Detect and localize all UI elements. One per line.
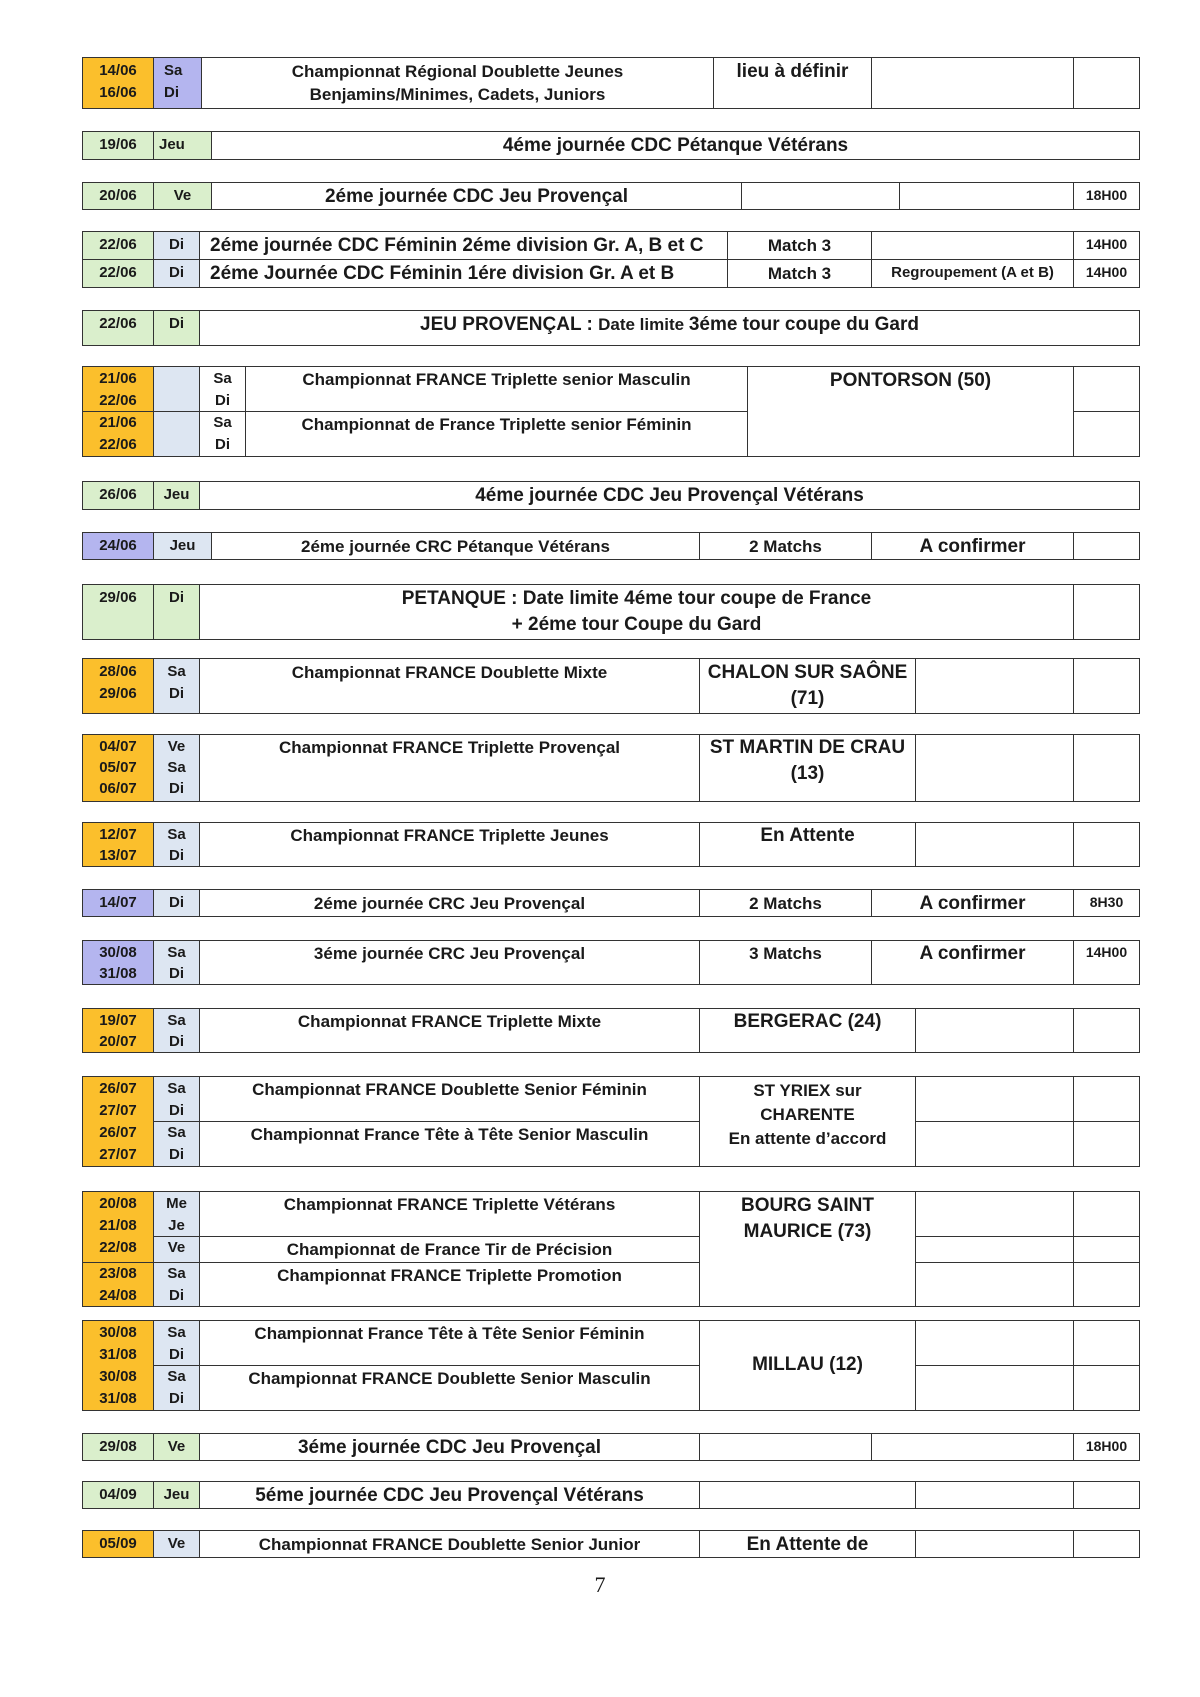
date: 12/07 bbox=[99, 826, 137, 843]
date: 14/06 bbox=[99, 62, 137, 79]
event-cell bbox=[199, 482, 1139, 509]
date: 22/06 bbox=[99, 236, 137, 253]
event-cell bbox=[211, 132, 1139, 159]
day: Di bbox=[169, 1390, 184, 1407]
event-title: 5éme journée CDC Jeu Provençal Vétérans bbox=[255, 1485, 644, 1506]
event-title: Championnat de France Tir de Précision bbox=[286, 1240, 613, 1259]
event-title: Championnat FRANCE Triplette senior Masculin bbox=[302, 370, 691, 389]
day-cell bbox=[153, 1531, 199, 1557]
date: 19/06 bbox=[99, 136, 137, 153]
date: 20/08 bbox=[99, 1195, 137, 1212]
event-title: 4éme journée CDC Pétanque Vétérans bbox=[502, 135, 849, 156]
event-title: 2éme journée CRC Pétanque Vétérans bbox=[301, 537, 610, 556]
date: 06/07 bbox=[99, 780, 137, 797]
venue: PONTORSON (50) bbox=[829, 370, 992, 391]
date: 04/09 bbox=[99, 1486, 137, 1503]
date: 16/06 bbox=[99, 84, 137, 101]
event-title: Championnat FRANCE Triplette Jeunes bbox=[290, 826, 609, 845]
day: Sa bbox=[167, 663, 186, 680]
event-row bbox=[82, 734, 1140, 802]
empty-cell bbox=[915, 1482, 1073, 1508]
empty-cell bbox=[915, 659, 1073, 713]
date: 22/06 bbox=[99, 436, 137, 453]
time: 14H00 bbox=[1085, 236, 1128, 252]
day-cell bbox=[153, 482, 199, 509]
day-cell bbox=[153, 58, 201, 108]
day: Sa bbox=[167, 1265, 186, 1282]
date-cell bbox=[83, 659, 153, 713]
day: Di bbox=[169, 847, 184, 864]
day: Sa bbox=[167, 1080, 186, 1097]
empty-cell bbox=[1073, 533, 1139, 559]
venue: BOURG SAINT bbox=[741, 1195, 874, 1216]
venue: lieu à définir bbox=[736, 61, 849, 82]
event-cell bbox=[199, 585, 1073, 639]
event-subtitle: + 2éme tour Coupe du Gard bbox=[511, 614, 762, 635]
day: Sa bbox=[167, 944, 186, 961]
date-cell bbox=[83, 482, 153, 509]
time: 18H00 bbox=[1085, 187, 1128, 203]
event-title: 2éme journée CDC Féminin 2éme division Gr. A, B et C bbox=[210, 235, 704, 256]
match-cell bbox=[699, 533, 871, 559]
date: 31/08 bbox=[99, 1390, 137, 1407]
event-cell bbox=[211, 533, 699, 559]
date: 26/07 bbox=[99, 1124, 137, 1141]
time-cell bbox=[1073, 1434, 1139, 1460]
date: 30/08 bbox=[99, 1368, 137, 1385]
empty-cell bbox=[1073, 735, 1139, 801]
event-cell bbox=[199, 659, 699, 713]
empty-cell bbox=[1073, 659, 1139, 713]
day-cell bbox=[153, 1482, 199, 1508]
event-cell bbox=[199, 823, 699, 866]
venue: MAURICE (73) bbox=[743, 1221, 872, 1242]
status: A confirmer bbox=[919, 893, 1026, 914]
event-row bbox=[82, 57, 1140, 109]
venue: (71) bbox=[790, 688, 825, 709]
event-row bbox=[82, 1008, 1140, 1053]
event-title: 3éme tour coupe du Gard bbox=[688, 314, 919, 335]
day: Jeu bbox=[163, 1486, 190, 1503]
date: 19/07 bbox=[99, 1012, 137, 1029]
day-cell bbox=[153, 1009, 199, 1052]
empty-cell bbox=[871, 58, 1073, 108]
date-cell bbox=[83, 533, 153, 559]
time: 8H30 bbox=[1089, 894, 1124, 910]
date: 27/07 bbox=[99, 1102, 137, 1119]
date-cell bbox=[83, 735, 153, 801]
day: Sa bbox=[167, 1012, 186, 1029]
day-cell bbox=[153, 311, 199, 345]
venue-cell bbox=[699, 1077, 915, 1166]
date: 21/08 bbox=[99, 1217, 137, 1234]
event-row bbox=[82, 366, 1140, 457]
date-cell bbox=[83, 1434, 153, 1460]
day-cell bbox=[153, 132, 211, 159]
date: 20/06 bbox=[99, 187, 137, 204]
empty-cell bbox=[1073, 1482, 1139, 1508]
date: 23/08 bbox=[99, 1265, 137, 1282]
date: 26/07 bbox=[99, 1080, 137, 1097]
empty-cell bbox=[1073, 585, 1139, 639]
venue: ST MARTIN DE CRAU bbox=[709, 737, 906, 758]
day: Di bbox=[169, 1346, 184, 1363]
empty-cell bbox=[1073, 1531, 1139, 1557]
venue: En Attente bbox=[760, 825, 855, 846]
day: Ve bbox=[167, 738, 186, 755]
day: Sa bbox=[167, 1368, 186, 1385]
event-title: Championnat France Tête à Tête Senior Féminin bbox=[254, 1324, 645, 1343]
date: 24/06 bbox=[99, 537, 137, 554]
venue: (13) bbox=[790, 763, 825, 784]
day: Ve bbox=[167, 1239, 186, 1256]
empty-cell bbox=[899, 183, 1073, 209]
status: A confirmer bbox=[919, 943, 1026, 964]
day: Sa bbox=[213, 414, 232, 431]
date-cell bbox=[83, 585, 153, 639]
time: 14H00 bbox=[1085, 264, 1128, 280]
match: Match 3 bbox=[767, 264, 832, 283]
empty-cell bbox=[915, 1192, 1073, 1306]
event-title: Championnat FRANCE Triplette Vétérans bbox=[283, 1195, 616, 1214]
event-title: Championnat de France Triplette senior Féminin bbox=[301, 415, 692, 434]
date-cell bbox=[83, 132, 153, 159]
day: Di bbox=[169, 965, 184, 982]
venue-cell bbox=[747, 367, 1073, 456]
date-cell bbox=[83, 1009, 153, 1052]
day: Di bbox=[169, 315, 184, 332]
date: 20/07 bbox=[99, 1033, 137, 1050]
event-row bbox=[82, 1320, 1140, 1411]
empty-cell bbox=[741, 183, 899, 209]
note: Regroupement (A et B) bbox=[891, 264, 1054, 281]
event-row bbox=[82, 131, 1140, 160]
venue: ST YRIEX sur bbox=[753, 1081, 862, 1100]
day: Sa bbox=[213, 370, 232, 387]
day-cell bbox=[153, 585, 199, 639]
page-number: 7 bbox=[594, 1572, 606, 1597]
empty-cell bbox=[915, 1009, 1073, 1052]
event-title: 3éme journée CRC Jeu Provençal bbox=[313, 944, 586, 963]
event-cell bbox=[199, 1192, 699, 1306]
date: 14/07 bbox=[99, 894, 137, 911]
date-cell bbox=[83, 890, 153, 916]
day: Di bbox=[169, 685, 184, 702]
empty-cell bbox=[871, 1434, 1073, 1460]
event-row bbox=[82, 940, 1140, 985]
event-title: Championnat FRANCE Doublette Senior Féminin bbox=[252, 1080, 647, 1099]
event-cell bbox=[211, 183, 741, 209]
empty-cell bbox=[1073, 1009, 1139, 1052]
time-cell bbox=[1073, 890, 1139, 916]
date-cell bbox=[83, 1192, 153, 1306]
event-row bbox=[82, 1076, 1140, 1167]
time-cell bbox=[1073, 183, 1139, 209]
empty-cell bbox=[915, 823, 1073, 866]
status: A confirmer bbox=[919, 536, 1026, 557]
event-title: 3éme journée CDC Jeu Provençal bbox=[297, 1437, 602, 1458]
venue-cell bbox=[699, 1531, 915, 1557]
venue: En Attente de bbox=[746, 1534, 869, 1555]
date: 31/08 bbox=[99, 1346, 137, 1363]
date: 30/08 bbox=[99, 1324, 137, 1341]
event-row bbox=[82, 182, 1140, 210]
date: 26/06 bbox=[99, 486, 137, 503]
section-label: JEU PROVENÇAL : bbox=[420, 314, 599, 335]
match: 2 Matchs bbox=[749, 537, 822, 556]
event-title: Championnat FRANCE Doublette Senior Masculin bbox=[248, 1369, 651, 1388]
event-title: 2éme journée CRC Jeu Provençal bbox=[313, 894, 586, 913]
date: 29/06 bbox=[99, 685, 137, 702]
day-cell bbox=[153, 659, 199, 713]
day: Di bbox=[169, 1146, 184, 1163]
event-row bbox=[82, 231, 1140, 288]
label: Date limite bbox=[598, 315, 689, 334]
status-cell bbox=[871, 941, 1073, 984]
event-row bbox=[82, 532, 1140, 560]
status-cell bbox=[871, 533, 1073, 559]
event-cell bbox=[199, 1434, 699, 1460]
event-title: 4éme journée CDC Jeu Provençal Vétérans bbox=[475, 485, 864, 506]
date-cell bbox=[83, 1482, 153, 1508]
event-subtitle: Benjamins/Minimes, Cadets, Juniors bbox=[309, 85, 606, 104]
day: Di bbox=[215, 436, 230, 453]
event-row bbox=[82, 889, 1140, 917]
event-title: 2éme journée CDC Jeu Provençal bbox=[324, 186, 629, 207]
day: Di bbox=[169, 264, 184, 281]
day-cell bbox=[153, 1434, 199, 1460]
empty-cell bbox=[1073, 1192, 1139, 1306]
event-title: Championnat FRANCE Triplette Provençal bbox=[279, 738, 620, 757]
date: 27/07 bbox=[99, 1146, 137, 1163]
time: 18H00 bbox=[1085, 1438, 1128, 1454]
empty-cell bbox=[699, 1482, 915, 1508]
match: 2 Matchs bbox=[749, 894, 822, 913]
date: 13/07 bbox=[99, 847, 137, 864]
event-title: Championnat Régional Doublette Jeunes bbox=[291, 62, 624, 81]
date: 29/08 bbox=[99, 1438, 137, 1455]
event-title: 2éme Journée CDC Féminin 1ére division Gr. A et B bbox=[210, 263, 675, 284]
event-row bbox=[82, 1433, 1140, 1461]
status-cell bbox=[871, 890, 1073, 916]
match: 3 Matchs bbox=[749, 944, 822, 963]
date: 30/08 bbox=[99, 944, 137, 961]
date: 24/08 bbox=[99, 1287, 137, 1304]
date: 28/06 bbox=[99, 663, 137, 680]
day: Ve bbox=[167, 1438, 186, 1455]
event-title: PETANQUE : Date limite 4éme tour coupe de France bbox=[401, 588, 872, 609]
time: 14H00 bbox=[1085, 944, 1128, 960]
event-cell bbox=[199, 1482, 699, 1508]
day-cell bbox=[153, 823, 199, 866]
empty-cell bbox=[915, 1531, 1073, 1557]
venue-cell bbox=[699, 735, 915, 801]
day: Sa bbox=[167, 1124, 186, 1141]
day: Jeu bbox=[163, 486, 190, 503]
day: Sa bbox=[167, 826, 186, 843]
day: Di bbox=[169, 236, 184, 253]
match: Match 3 bbox=[767, 236, 832, 255]
day: Ve bbox=[173, 187, 192, 204]
venue: BERGERAC (24) bbox=[733, 1011, 882, 1032]
day: Di bbox=[215, 392, 230, 409]
match-cell bbox=[699, 890, 871, 916]
date: 22/06 bbox=[99, 264, 137, 281]
date: 22/06 bbox=[99, 315, 137, 332]
venue: CHALON SUR SAÔNE bbox=[707, 662, 908, 683]
event-cell bbox=[199, 1531, 699, 1557]
venue-cell bbox=[699, 823, 915, 866]
date-cell bbox=[83, 1531, 153, 1557]
date: 04/07 bbox=[99, 738, 137, 755]
date-cell bbox=[83, 58, 153, 108]
event-title: Championnat FRANCE Triplette Promotion bbox=[277, 1266, 622, 1285]
empty-cell bbox=[915, 735, 1073, 801]
date-cell bbox=[83, 311, 153, 345]
day-cell bbox=[153, 941, 199, 984]
event-cell bbox=[199, 735, 699, 801]
event-cell bbox=[199, 1009, 699, 1052]
event-row bbox=[82, 658, 1140, 714]
match-cell bbox=[699, 941, 871, 984]
event-row bbox=[82, 822, 1140, 867]
day: Jeu bbox=[169, 537, 196, 554]
date: 31/08 bbox=[99, 965, 137, 982]
event-row bbox=[82, 310, 1140, 346]
date-cell bbox=[83, 941, 153, 984]
date-cell bbox=[83, 183, 153, 209]
event-row bbox=[82, 1191, 1140, 1307]
date: 22/08 bbox=[99, 1239, 137, 1256]
venue-cell bbox=[713, 58, 871, 108]
date: 05/09 bbox=[99, 1535, 137, 1552]
event-row bbox=[82, 481, 1140, 510]
day: Di bbox=[169, 780, 184, 797]
day: Sa bbox=[167, 759, 186, 776]
date: 21/06 bbox=[99, 414, 137, 431]
day-cell bbox=[153, 533, 211, 559]
event-title: Championnat FRANCE Doublette Senior Junior bbox=[258, 1535, 641, 1554]
day: Di bbox=[169, 894, 184, 911]
venue-note: En attente d’accord bbox=[728, 1129, 887, 1148]
day: Ve bbox=[167, 1535, 186, 1552]
date: 29/06 bbox=[99, 589, 137, 606]
day-cell bbox=[153, 890, 199, 916]
event-title: Championnat FRANCE Triplette Mixte bbox=[297, 1012, 602, 1031]
day: Di bbox=[164, 84, 179, 101]
day-cell bbox=[153, 1192, 199, 1306]
date: 21/06 bbox=[99, 370, 137, 387]
day: Sa bbox=[164, 62, 183, 79]
event-title: Championnat FRANCE Doublette Mixte bbox=[291, 663, 608, 682]
day-cell bbox=[153, 183, 211, 209]
day-cell bbox=[153, 735, 199, 801]
day: Jeu bbox=[159, 136, 185, 153]
event-row bbox=[82, 584, 1140, 640]
event-cell bbox=[199, 890, 699, 916]
event-cell bbox=[199, 311, 1139, 345]
event-title: Championnat France Tête à Tête Senior Masculin bbox=[250, 1125, 649, 1144]
empty-cell bbox=[1073, 823, 1139, 866]
day: Di bbox=[169, 1102, 184, 1119]
event-row bbox=[82, 1530, 1140, 1558]
day: Me bbox=[166, 1195, 187, 1212]
venue: CHARENTE bbox=[760, 1105, 855, 1124]
venue-cell bbox=[699, 1321, 915, 1410]
venue-cell bbox=[699, 659, 915, 713]
event-row bbox=[82, 1481, 1140, 1509]
time-cell bbox=[1073, 941, 1139, 984]
date: 22/06 bbox=[99, 392, 137, 409]
date: 05/07 bbox=[99, 759, 137, 776]
venue-cell bbox=[699, 1192, 915, 1306]
date-cell bbox=[83, 823, 153, 866]
day: Di bbox=[169, 1287, 184, 1304]
empty-cell bbox=[1073, 58, 1139, 108]
day: Je bbox=[168, 1217, 185, 1234]
event-cell bbox=[199, 941, 699, 984]
day: Di bbox=[169, 1033, 184, 1050]
venue: MILLAU (12) bbox=[752, 1354, 863, 1375]
date-cell bbox=[83, 1321, 153, 1410]
event-cell bbox=[201, 58, 713, 108]
day: Di bbox=[169, 589, 184, 606]
date-cell bbox=[83, 1077, 153, 1166]
venue-cell bbox=[699, 1009, 915, 1052]
empty-cell bbox=[699, 1434, 871, 1460]
day: Sa bbox=[167, 1324, 186, 1341]
